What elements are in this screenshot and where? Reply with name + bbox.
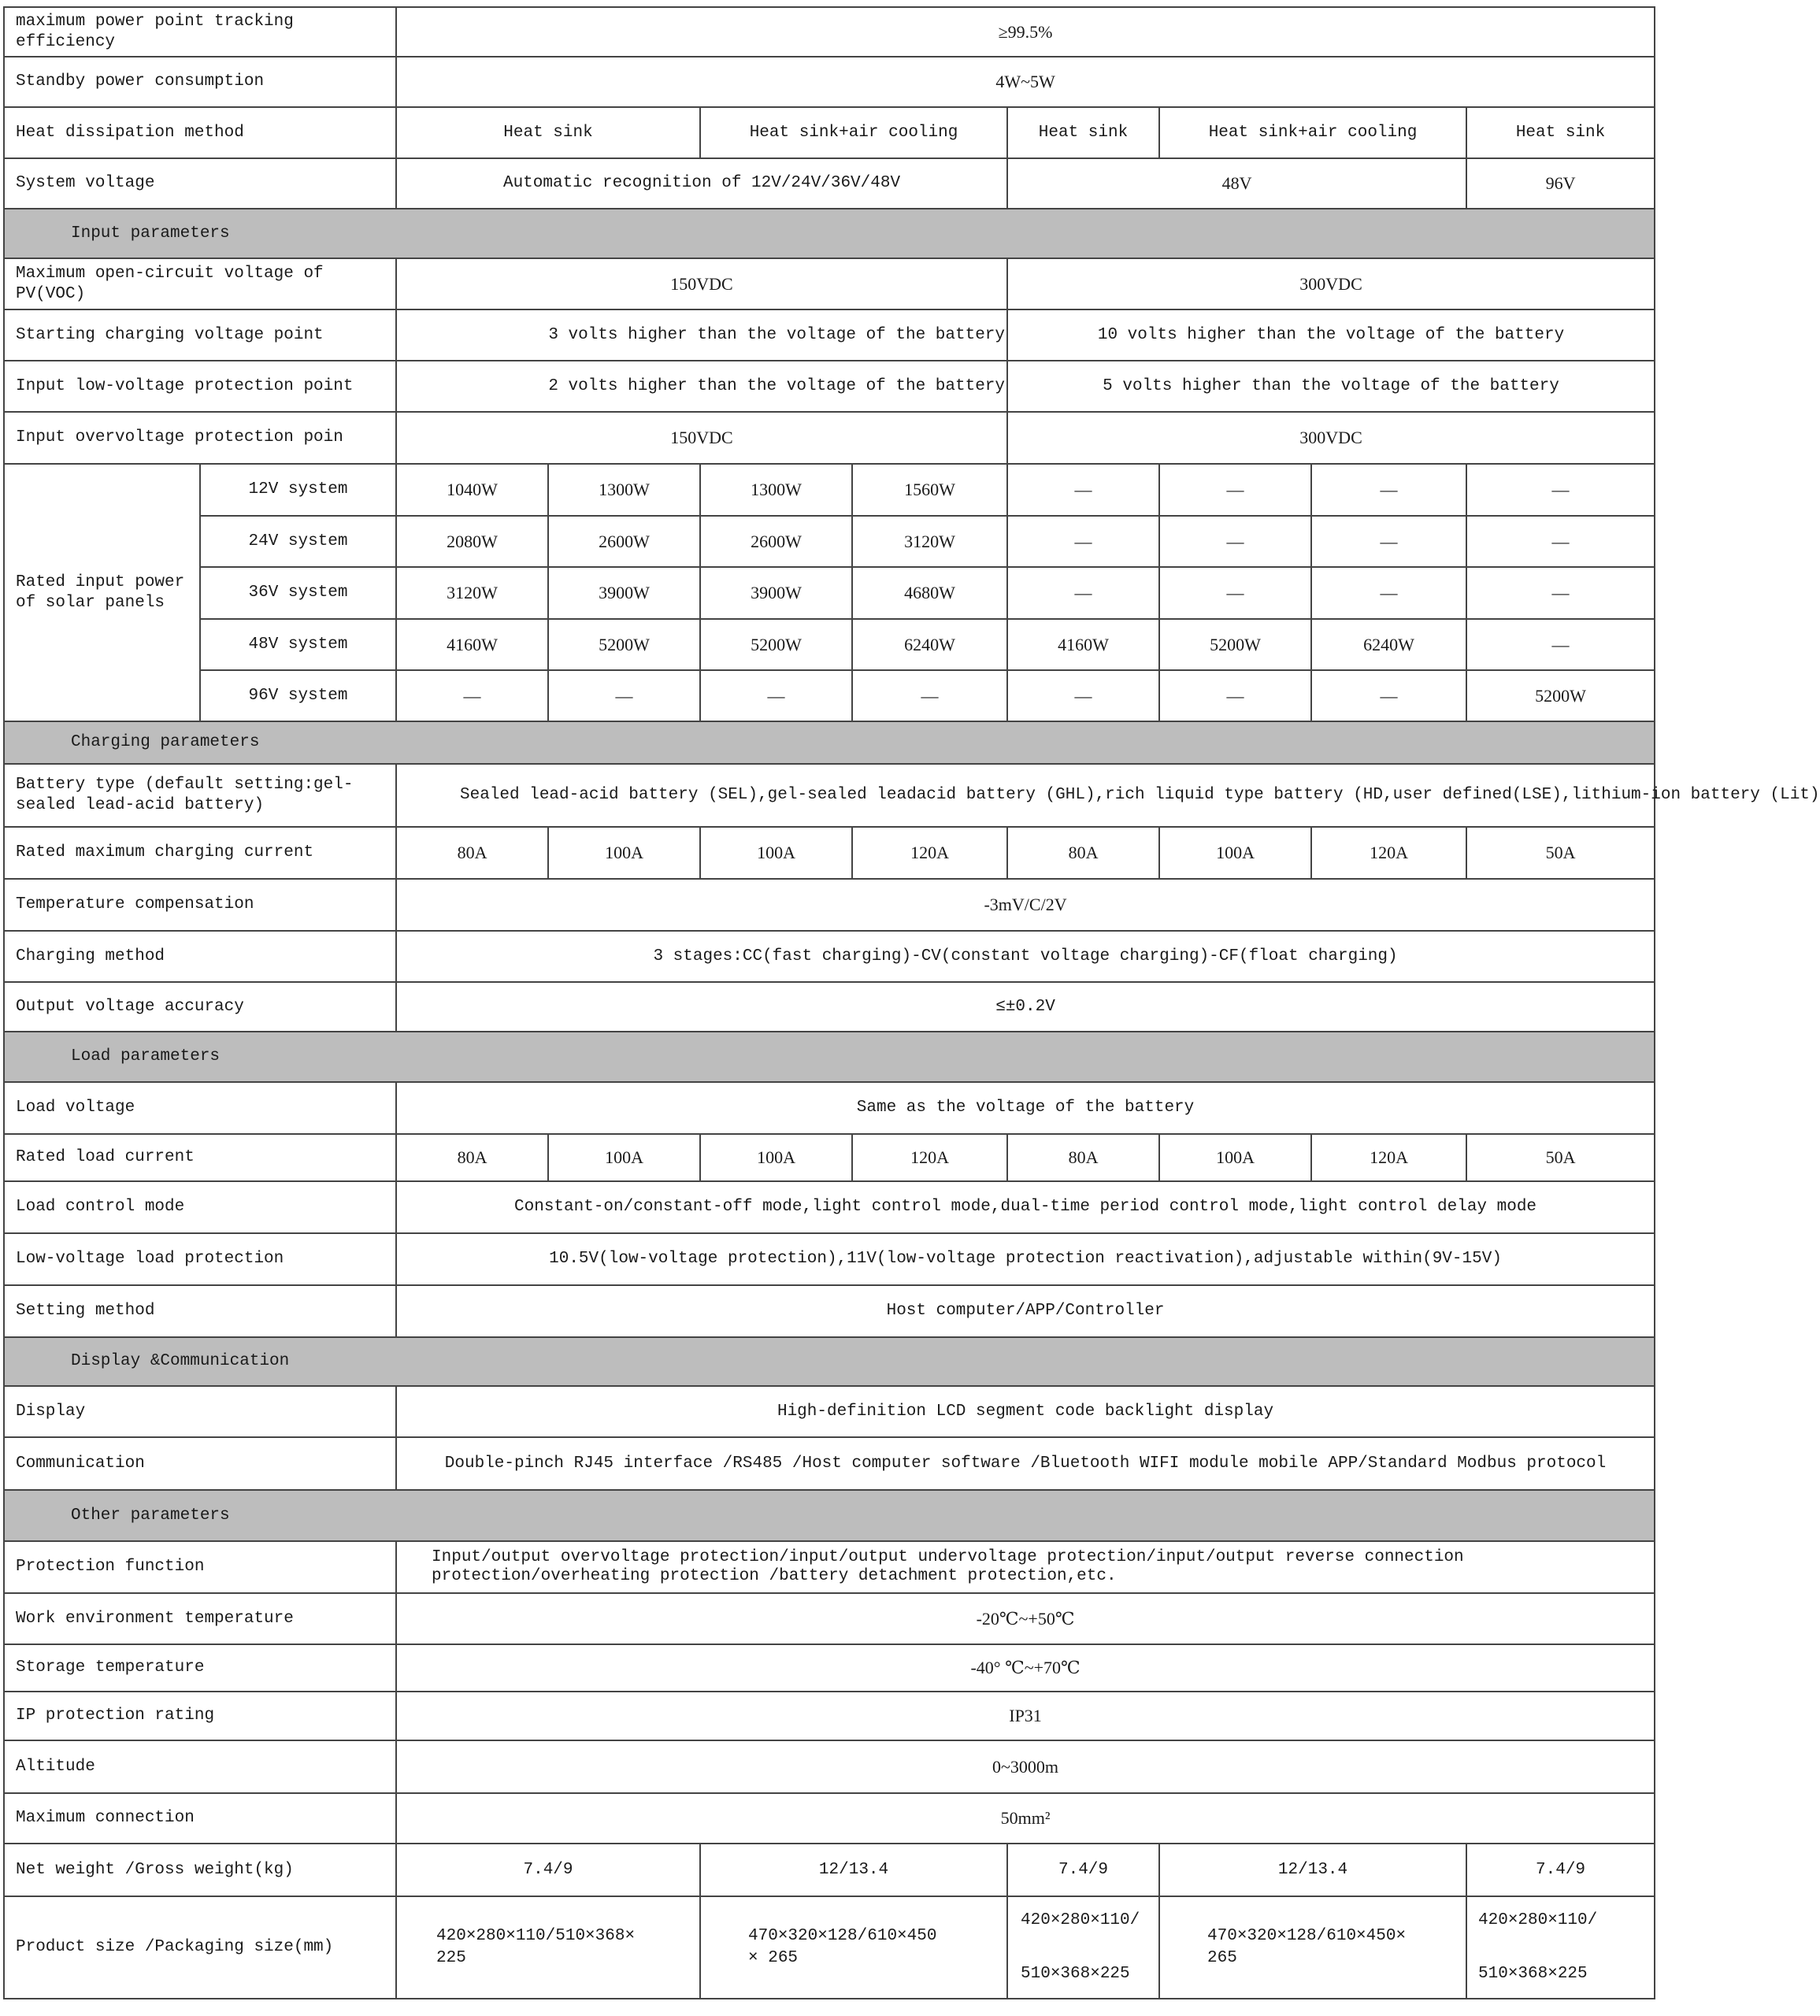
row-label: Product size /Packaging size(mm) bbox=[4, 1896, 396, 1999]
table-cell: — bbox=[1466, 464, 1655, 516]
table-cell: — bbox=[852, 670, 1007, 721]
system-label: 24V system bbox=[200, 516, 396, 567]
row-label: Work environment temperature bbox=[4, 1593, 396, 1644]
table-row bbox=[4, 412, 1655, 464]
table-row bbox=[4, 361, 1655, 412]
table-row bbox=[4, 464, 1655, 516]
row-label: Charging method bbox=[4, 931, 396, 982]
row-label: Setting method bbox=[4, 1285, 396, 1337]
row-value: 0~3000m bbox=[396, 1740, 1655, 1793]
row-value: 470×320×128/610×450× 265 bbox=[1159, 1896, 1466, 1999]
row-label: Temperature compensation bbox=[4, 879, 396, 931]
row-value: 3 stages:CC(fast charging)-CV(constant voltage charging)-CF(float charging) bbox=[396, 931, 1655, 982]
section-title-display: Display &Communication bbox=[4, 1337, 1655, 1386]
table-cell: 100A bbox=[548, 827, 700, 879]
table-cell: 100A bbox=[1159, 1134, 1311, 1181]
system-label: 96V system bbox=[200, 670, 396, 721]
row-value: Input/output overvoltage protection/input/output undervoltage protection/input/output reverse connection protection/overheating protection /battery detachment protection,etc. bbox=[396, 1541, 1655, 1593]
table-row bbox=[4, 1181, 1655, 1233]
row-value: 7.4/9 bbox=[1007, 1844, 1159, 1896]
row-value: Constant-on/constant-off mode,light control mode,dual-time period control mode,light control delay mode bbox=[396, 1181, 1655, 1233]
table-cell: 120A bbox=[852, 1134, 1007, 1181]
table-cell: — bbox=[700, 670, 852, 721]
row-label: Starting charging voltage point bbox=[4, 309, 396, 361]
table-cell: 5200W bbox=[1466, 670, 1655, 721]
row-value: 420×280×110/510×368× 225 bbox=[396, 1896, 700, 1999]
row-label: System voltage bbox=[4, 158, 396, 209]
table-cell: 2080W bbox=[396, 516, 548, 567]
table-cell: 5200W bbox=[700, 619, 852, 670]
row-label: Input overvoltage protection poin bbox=[4, 412, 396, 464]
row-value: 470×320×128/610×450 × 265 bbox=[700, 1896, 1007, 1999]
table-row bbox=[4, 1593, 1655, 1644]
table-cell: — bbox=[1311, 670, 1466, 721]
row-label: Heat dissipation method bbox=[4, 107, 396, 158]
row-value: ≥99.5% bbox=[396, 7, 1655, 57]
table-cell: 80A bbox=[396, 1134, 548, 1181]
table-row bbox=[4, 1896, 1655, 1999]
table-row bbox=[4, 309, 1655, 361]
row-label: Display bbox=[4, 1386, 396, 1437]
table-cell: 100A bbox=[1159, 827, 1311, 879]
table-row bbox=[4, 764, 1655, 827]
table-cell: — bbox=[1466, 619, 1655, 670]
table-cell: 100A bbox=[700, 827, 852, 879]
table-cell: 2600W bbox=[548, 516, 700, 567]
row-value: 150VDC bbox=[396, 258, 1007, 309]
row-value: 5 volts higher than the voltage of the battery bbox=[1007, 361, 1655, 412]
table-cell: — bbox=[1311, 516, 1466, 567]
table-cell: 100A bbox=[700, 1134, 852, 1181]
row-value: Same as the voltage of the battery bbox=[396, 1082, 1655, 1134]
row-label: Rated maximum charging current bbox=[4, 827, 396, 879]
row-label: Low-voltage load protection bbox=[4, 1233, 396, 1285]
row-label: Standby power consumption bbox=[4, 57, 396, 107]
table-row bbox=[4, 7, 1655, 57]
row-label: Load voltage bbox=[4, 1082, 396, 1134]
table-row bbox=[4, 158, 1655, 209]
table-cell: 50A bbox=[1466, 1134, 1655, 1181]
table-row bbox=[4, 107, 1655, 158]
row-value: 420×280×110/ 510×368×225 bbox=[1007, 1896, 1159, 1999]
table-cell: — bbox=[1466, 567, 1655, 619]
table-cell: 50A bbox=[1466, 827, 1655, 879]
table-cell: 3120W bbox=[396, 567, 548, 619]
table-row bbox=[4, 827, 1655, 879]
table-cell: — bbox=[1007, 567, 1159, 619]
table-row bbox=[4, 1082, 1655, 1134]
section-header-row bbox=[4, 1337, 1655, 1386]
table-row bbox=[4, 1644, 1655, 1692]
row-value: 10.5V(low-voltage protection),11V(low-voltage protection reactivation),adjustable within(9V-15V) bbox=[396, 1233, 1655, 1285]
table-cell: — bbox=[1159, 516, 1311, 567]
table-cell: 4160W bbox=[396, 619, 548, 670]
table-cell: 2600W bbox=[700, 516, 852, 567]
section-title-load: Load parameters bbox=[4, 1032, 1655, 1082]
table-cell: — bbox=[1159, 670, 1311, 721]
table-row bbox=[4, 1740, 1655, 1793]
table-row bbox=[4, 1386, 1655, 1437]
row-value: 50mm² bbox=[396, 1793, 1655, 1844]
row-value: 2 volts higher than the voltage of the battery bbox=[396, 361, 1007, 412]
row-value: -3mV/C/2V bbox=[396, 879, 1655, 931]
row-value: 4W~5W bbox=[396, 57, 1655, 107]
rated-power-label: Rated input power of solar panels bbox=[4, 464, 200, 721]
row-label: Battery type (default setting:gel-sealed lead-acid battery) bbox=[4, 764, 396, 827]
table-cell: 120A bbox=[1311, 1134, 1466, 1181]
row-value: Heat sink bbox=[396, 107, 700, 158]
section-header-row bbox=[4, 209, 1655, 258]
table-row bbox=[4, 1692, 1655, 1740]
table-row bbox=[4, 567, 1655, 619]
row-label: Net weight /Gross weight(kg) bbox=[4, 1844, 396, 1896]
table-row bbox=[4, 670, 1655, 721]
row-value: 7.4/9 bbox=[1466, 1844, 1655, 1896]
row-value: 3 volts higher than the voltage of the battery bbox=[396, 309, 1007, 361]
row-value: 96V bbox=[1466, 158, 1655, 209]
table-cell: — bbox=[396, 670, 548, 721]
table-row bbox=[4, 1285, 1655, 1337]
table-cell: 5200W bbox=[548, 619, 700, 670]
row-value: Heat sink bbox=[1466, 107, 1655, 158]
table-cell: — bbox=[1007, 670, 1159, 721]
row-value: -40° ℃~+70℃ bbox=[396, 1644, 1655, 1692]
row-value: Heat sink+air cooling bbox=[1159, 107, 1466, 158]
system-label: 48V system bbox=[200, 619, 396, 670]
table-row bbox=[4, 1134, 1655, 1181]
row-value: 300VDC bbox=[1007, 412, 1655, 464]
section-title-input: Input parameters bbox=[4, 209, 1655, 258]
row-value: 300VDC bbox=[1007, 258, 1655, 309]
row-value: 420×280×110/ 510×368×225 bbox=[1466, 1896, 1655, 1999]
row-value: IP31 bbox=[396, 1692, 1655, 1740]
row-label: Maximum open-circuit voltage of PV(VOC) bbox=[4, 258, 396, 309]
table-cell: 1300W bbox=[548, 464, 700, 516]
row-label: Rated load current bbox=[4, 1134, 396, 1181]
system-label: 12V system bbox=[200, 464, 396, 516]
table-cell: 80A bbox=[1007, 827, 1159, 879]
row-value: Double-pinch RJ45 interface /RS485 /Host computer software /Bluetooth WIFI module mobile APP/Standard Modbus protocol bbox=[396, 1437, 1655, 1490]
table-cell: 120A bbox=[1311, 827, 1466, 879]
row-value: Sealed lead-acid battery (SEL),gel-sealed leadacid battery (GHL),rich liquid type battery (HD,user defined(LSE),lithium-ion battery (Lit) bbox=[396, 764, 1655, 827]
table-cell: 1300W bbox=[700, 464, 852, 516]
section-title-other: Other parameters bbox=[4, 1490, 1655, 1541]
table-row bbox=[4, 1437, 1655, 1490]
row-value: High-definition LCD segment code backlight display bbox=[396, 1386, 1655, 1437]
row-label: maximum power point tracking efficiency bbox=[4, 7, 396, 57]
row-value: 48V bbox=[1007, 158, 1466, 209]
table-cell: 100A bbox=[548, 1134, 700, 1181]
row-value: Heat sink+air cooling bbox=[700, 107, 1007, 158]
row-value: 12/13.4 bbox=[1159, 1844, 1466, 1896]
table-row bbox=[4, 931, 1655, 982]
table-cell: — bbox=[1007, 464, 1159, 516]
table-cell: 6240W bbox=[852, 619, 1007, 670]
table-row bbox=[4, 516, 1655, 567]
section-title-charging: Charging parameters bbox=[4, 721, 1655, 764]
row-value: Heat sink bbox=[1007, 107, 1159, 158]
row-value: 10 volts higher than the voltage of the battery bbox=[1007, 309, 1655, 361]
table-row bbox=[4, 1793, 1655, 1844]
table-cell: 80A bbox=[1007, 1134, 1159, 1181]
row-label: Protection function bbox=[4, 1541, 396, 1593]
table-cell: 4160W bbox=[1007, 619, 1159, 670]
table-cell: 6240W bbox=[1311, 619, 1466, 670]
table-cell: — bbox=[1159, 567, 1311, 619]
row-label: Load control mode bbox=[4, 1181, 396, 1233]
table-cell: — bbox=[1007, 516, 1159, 567]
table-row bbox=[4, 57, 1655, 107]
table-row bbox=[4, 982, 1655, 1032]
spec-table bbox=[3, 6, 1820, 1999]
table-row bbox=[4, 619, 1655, 670]
table-row bbox=[4, 258, 1655, 309]
table-row bbox=[4, 1541, 1655, 1593]
table-cell: 3900W bbox=[700, 567, 852, 619]
row-label: Communication bbox=[4, 1437, 396, 1490]
system-label: 36V system bbox=[200, 567, 396, 619]
table-row bbox=[4, 879, 1655, 931]
table-cell: 120A bbox=[852, 827, 1007, 879]
row-value: Automatic recognition of 12V/24V/36V/48V bbox=[396, 158, 1007, 209]
table-row bbox=[4, 1844, 1655, 1896]
section-header-row bbox=[4, 1032, 1655, 1082]
table-cell: 1040W bbox=[396, 464, 548, 516]
row-label: Input low-voltage protection point bbox=[4, 361, 396, 412]
row-value: 150VDC bbox=[396, 412, 1007, 464]
row-label: Altitude bbox=[4, 1740, 396, 1793]
row-label: IP protection rating bbox=[4, 1692, 396, 1740]
table-cell: — bbox=[548, 670, 700, 721]
row-value: -20℃~+50℃ bbox=[396, 1593, 1655, 1644]
row-label: Maximum connection bbox=[4, 1793, 396, 1844]
row-value: ≤±0.2V bbox=[396, 982, 1655, 1032]
section-header-row bbox=[4, 1490, 1655, 1541]
table-row bbox=[4, 1233, 1655, 1285]
table-cell: 3120W bbox=[852, 516, 1007, 567]
section-header-row bbox=[4, 721, 1655, 764]
row-value: 7.4/9 bbox=[396, 1844, 700, 1896]
table-cell: 4680W bbox=[852, 567, 1007, 619]
table-cell: — bbox=[1466, 516, 1655, 567]
table-cell: — bbox=[1311, 464, 1466, 516]
table-cell: 3900W bbox=[548, 567, 700, 619]
table-cell: 5200W bbox=[1159, 619, 1311, 670]
row-value: 12/13.4 bbox=[700, 1844, 1007, 1896]
row-value: Host computer/APP/Controller bbox=[396, 1285, 1655, 1337]
table-cell: — bbox=[1311, 567, 1466, 619]
row-label: Storage temperature bbox=[4, 1644, 396, 1692]
table-cell: 80A bbox=[396, 827, 548, 879]
table-cell: 1560W bbox=[852, 464, 1007, 516]
row-label: Output voltage accuracy bbox=[4, 982, 396, 1032]
table-cell: — bbox=[1159, 464, 1311, 516]
